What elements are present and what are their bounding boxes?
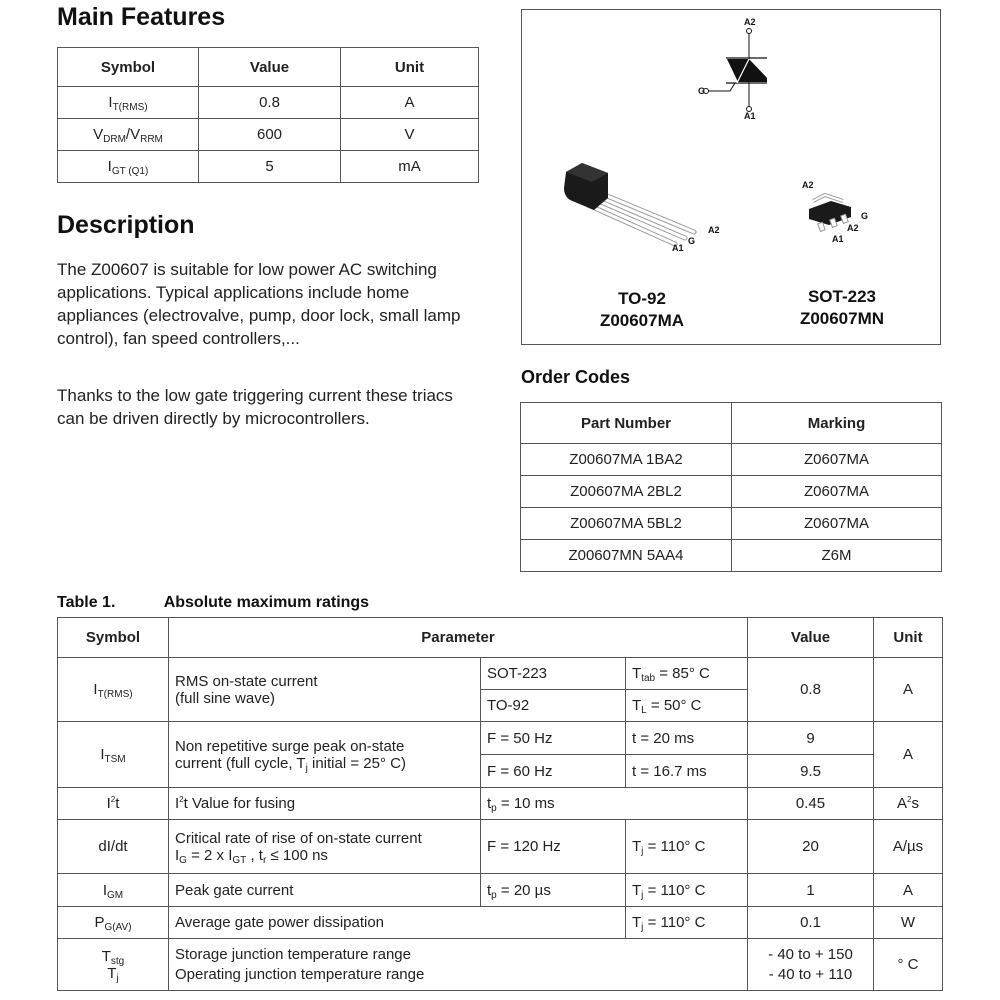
to92-package-name: TO-92: [618, 289, 666, 308]
condition-cell: t = 16.7 ms: [626, 755, 748, 788]
symbol-cell: $I_{T(RMS)}$: [58, 658, 169, 722]
unit-cell: W: [874, 907, 943, 939]
table-header-row: [58, 48, 479, 87]
header-marking: Marking: [732, 403, 942, 444]
symbol-cell: $I_{GT (Q1)}$: [58, 151, 199, 183]
parameter-cell: Non repetitive surge peak on-state current (full cycle, $T_j$ initial = 25° C): [169, 722, 481, 788]
table-row-didt: [58, 820, 943, 874]
parameter-cell: RMS on-state current (full sine wave): [169, 658, 481, 722]
table1-title: Absolute maximum ratings: [163, 594, 370, 611]
parameter-cell: Peak gate current: [169, 874, 481, 907]
unit-cell: ° C: [874, 939, 943, 991]
order-codes-table: [520, 402, 942, 572]
symbol-cell: $I_{TSM}$: [58, 722, 169, 788]
sot223-label: [762, 286, 922, 330]
sot223-pin-a2-tab: A2: [802, 180, 814, 190]
table-row-it-rms: [58, 658, 943, 690]
unit-cell: A/µs: [874, 820, 943, 874]
symbol-cell: $I_{T(RMS)}$: [58, 87, 199, 119]
parameter-cell: $I^2t$ Value for fusing: [169, 788, 481, 820]
condition-cell: F = 50 Hz: [481, 722, 626, 755]
table-row: [521, 508, 942, 540]
part-number-cell: Z00607MA 1BA2: [521, 444, 732, 476]
header-symbol: Symbol: [58, 618, 169, 658]
package-illustration-box: [521, 9, 941, 345]
table-row: [58, 119, 479, 151]
symbol-pin-a1: A1: [744, 111, 756, 121]
symbol-cell: $T_{stg}$ $T_j$: [58, 939, 169, 991]
description-paragraph-2: Thanks to the low gate triggering current these triacs can be driven directly by microcontrollers.: [57, 386, 453, 428]
sot223-part-number: Z00607MN: [799, 309, 885, 328]
marking-cell: Z6M: [732, 540, 942, 572]
marking-cell: Z0607MA: [732, 444, 942, 476]
part-number-cell: Z00607MA 2BL2: [521, 476, 732, 508]
table-row: [521, 540, 942, 572]
symbol-cell: dI/dt: [58, 820, 169, 874]
parameter-cell: Critical rate of rise of on-state current $I_G = 2$ x $I_{GT}$ , $t_r \le 100$ ns: [169, 820, 481, 874]
part-number-cell: Z00607MN 5AA4: [521, 540, 732, 572]
main-features-table: [57, 47, 479, 183]
sot223-package-name: SOT-223: [807, 287, 877, 306]
to92-part-number: Z00607MA: [599, 311, 685, 330]
parameter-cell: Storage junction temperature range Operating junction temperature range: [169, 939, 748, 991]
symbol-cell: $V_{DRM}/V_{RRM}$: [58, 119, 199, 151]
table-row-i2t: [58, 788, 943, 820]
table-row-temperature: [58, 939, 943, 991]
symbol-pin-a2: A2: [744, 17, 756, 27]
to92-pin-g: G: [688, 236, 696, 246]
condition-cell: $T_L = 50^\circ$ C: [626, 690, 748, 722]
table-row: [58, 151, 479, 183]
condition-cell: F = 120 Hz: [481, 820, 626, 874]
condition-cell: $T_{tab} = 85^\circ$ C: [626, 658, 748, 690]
header-unit: Unit: [341, 48, 479, 87]
table1-caption: [57, 594, 369, 612]
header-symbol: Symbol: [58, 48, 199, 87]
sot223-pin-a2: A2: [847, 223, 859, 233]
condition-cell: $t_p = 10$ ms: [481, 788, 748, 820]
condition-cell: $T_j = 110^\circ$ C: [626, 820, 748, 874]
condition-cell: $T_j = 110^\circ$ C: [626, 874, 748, 907]
unit-cell: A: [874, 874, 943, 907]
value-cell: 5: [199, 151, 341, 183]
value-cell: 20: [748, 820, 874, 874]
header-value: Value: [748, 618, 874, 658]
table1-label: Table 1.: [57, 594, 116, 611]
condition-cell: F = 60 Hz: [481, 755, 626, 788]
unit-cell: A: [341, 87, 479, 119]
condition-cell: $T_j = 110^\circ$ C: [626, 907, 748, 939]
condition-cell: SOT-223: [481, 658, 626, 690]
unit-cell: $A^2s$: [874, 788, 943, 820]
condition-cell: TO-92: [481, 690, 626, 722]
part-number-cell: Z00607MA 5BL2: [521, 508, 732, 540]
value-cell: 0.45: [748, 788, 874, 820]
value-cell: 600: [199, 119, 341, 151]
table-header-row: [58, 618, 943, 658]
to92-pin-a1: A1: [672, 243, 684, 253]
value-cell: 9.5: [748, 755, 874, 788]
header-value: Value: [199, 48, 341, 87]
marking-cell: Z0607MA: [732, 476, 942, 508]
symbol-cell: $P_{G(AV)}$: [58, 907, 169, 939]
value-cell: 9: [748, 722, 874, 755]
table-row: [521, 476, 942, 508]
description-paragraph-1: The Z00607 is suitable for low power AC switching applications. Typical applications include home appliances (electrovalve, pump, door lock, small lamp control), fan speed controllers,...: [57, 260, 461, 348]
condition-cell: $t_p = 20$ µs: [481, 874, 626, 907]
to92-pin-a2: A2: [708, 225, 720, 235]
symbol-cell: $I_{GM}$: [58, 874, 169, 907]
unit-cell: V: [341, 119, 479, 151]
description-title: Description: [57, 211, 195, 239]
order-codes-title: Order Codes: [521, 367, 631, 387]
table-row-itsm: [58, 722, 943, 755]
sot223-pin-a1: A1: [832, 234, 844, 244]
unit-cell: mA: [341, 151, 479, 183]
symbol-cell: $I^2t$: [58, 788, 169, 820]
symbol-pin-g: G: [698, 86, 706, 96]
table-row: [58, 87, 479, 119]
value-cell: - 40 to + 150 - 40 to + 110: [748, 939, 874, 991]
to92-label: [562, 288, 722, 332]
condition-cell: t = 20 ms: [626, 722, 748, 755]
sot223-pin-g: G: [861, 211, 869, 221]
value-cell: 0.8: [748, 658, 874, 722]
header-parameter: Parameter: [169, 618, 748, 658]
value-cell: 0.1: [748, 907, 874, 939]
unit-cell: A: [874, 722, 943, 788]
marking-cell: Z0607MA: [732, 508, 942, 540]
value-cell: 1: [748, 874, 874, 907]
table-row-igm: [58, 874, 943, 907]
unit-cell: A: [874, 658, 943, 722]
main-features-title: Main Features: [57, 3, 226, 31]
header-part-number: Part Number: [521, 403, 732, 444]
table-header-row: [521, 403, 942, 444]
header-unit: Unit: [874, 618, 943, 658]
table-row-pgav: [58, 907, 943, 939]
triac-symbol-icon: [697, 16, 767, 126]
value-cell: 0.8: [199, 87, 341, 119]
absolute-maximum-ratings-table: [57, 617, 943, 991]
parameter-cell: Average gate power dissipation: [169, 907, 626, 939]
table-row: [521, 444, 942, 476]
